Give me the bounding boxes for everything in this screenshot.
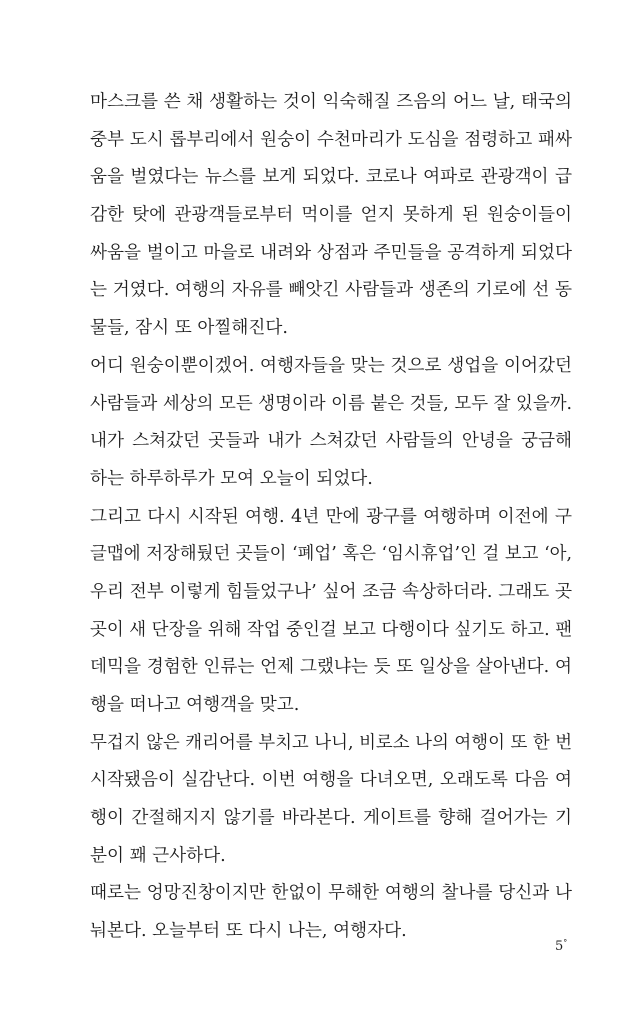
text-line: 데믹을 경험한 인류는 언제 그랬냐는 듯 또 일상을 살아낸다. 여	[90, 657, 572, 678]
text-line: 내가 스쳐갔던 곳들과 내가 스쳐갔던 사람들의 안녕을 궁금해	[90, 431, 572, 452]
paragraph	[90, 348, 572, 499]
text-line: 무겁지 않은 캐리어를 부치고 나니, 비로소 나의 여행이 또 한 번	[90, 732, 573, 753]
text-line: 는 거였다. 여행의 자유를 빼앗긴 사람들과 생존의 기로에 선 동	[90, 280, 572, 301]
page-number-mark: °	[563, 938, 568, 947]
text-line: 시작됐음이 실감난다. 이번 여행을 다녀오면, 오래도록 다음 여	[90, 770, 572, 791]
page-number	[555, 937, 567, 957]
text-line: 싸움을 벌이고 마을로 내려와 상점과 주민들을 공격하게 되었다	[90, 242, 572, 263]
text-line: 눠본다. 오늘부터 또 다시 나는, 여행자다.	[90, 921, 407, 942]
paragraph	[90, 84, 572, 348]
text-line: 곳이 새 단장을 위해 작업 중인걸 보고 다행이다 싶기도 하고. 팬	[90, 619, 573, 640]
text-line: 감한 탓에 관광객들로부터 먹이를 얻지 못하게 된 원숭이들이	[90, 205, 572, 226]
text-line: 그리고 다시 시작된 여행. 4년 만에 광구를 여행하며 이전에 구	[90, 506, 572, 527]
text-line: 우리 전부 이렇게 힘들었구나’ 싶어 조금 속상하더라. 그래도 곳	[90, 581, 572, 602]
text-line: 하는 하루하루가 모여 오늘이 되었다.	[90, 468, 373, 489]
text-line: 행을 떠나고 여행객을 맞고.	[90, 695, 300, 715]
text-line: 움을 벌였다는 뉴스를 보게 되었다. 코로나 여파로 관광객이 급	[90, 167, 572, 188]
body-text	[90, 84, 572, 951]
text-line: 중부 도시 롭부리에서 원숭이 수천마리가 도심을 점령하고 패싸	[90, 129, 572, 150]
paragraph	[90, 499, 572, 725]
paragraph	[90, 725, 572, 876]
text-line: 행이 간절해지지 않기를 바라본다. 게이트를 향해 걸어가는 기	[90, 808, 572, 829]
text-line: 글맵에 저장해뒀던 곳들이 ‘폐업’ 혹은 ‘임시휴업’인 걸 보고 ‘아,	[90, 544, 572, 565]
page-number-value: 5	[555, 939, 564, 954]
text-line: 분이 꽤 근사하다.	[90, 845, 226, 866]
paragraph	[90, 875, 572, 950]
text-line: 때로는 엉망진창이지만 한없이 무해한 여행의 찰나를 당신과 나	[90, 883, 572, 904]
text-line: 어디 원숭이뿐이겠어. 여행자들을 맞는 것으로 생업을 이어갔던	[90, 355, 572, 376]
text-line: 물들, 잠시 또 아찔해진다.	[90, 318, 288, 339]
text-line: 마스크를 쓴 채 생활하는 것이 익숙해질 즈음의 어느 날, 태국의	[90, 92, 572, 112]
text-line: 사람들과 세상의 모든 생명이라 이름 붙은 것들, 모두 잘 있을까.	[90, 393, 573, 414]
